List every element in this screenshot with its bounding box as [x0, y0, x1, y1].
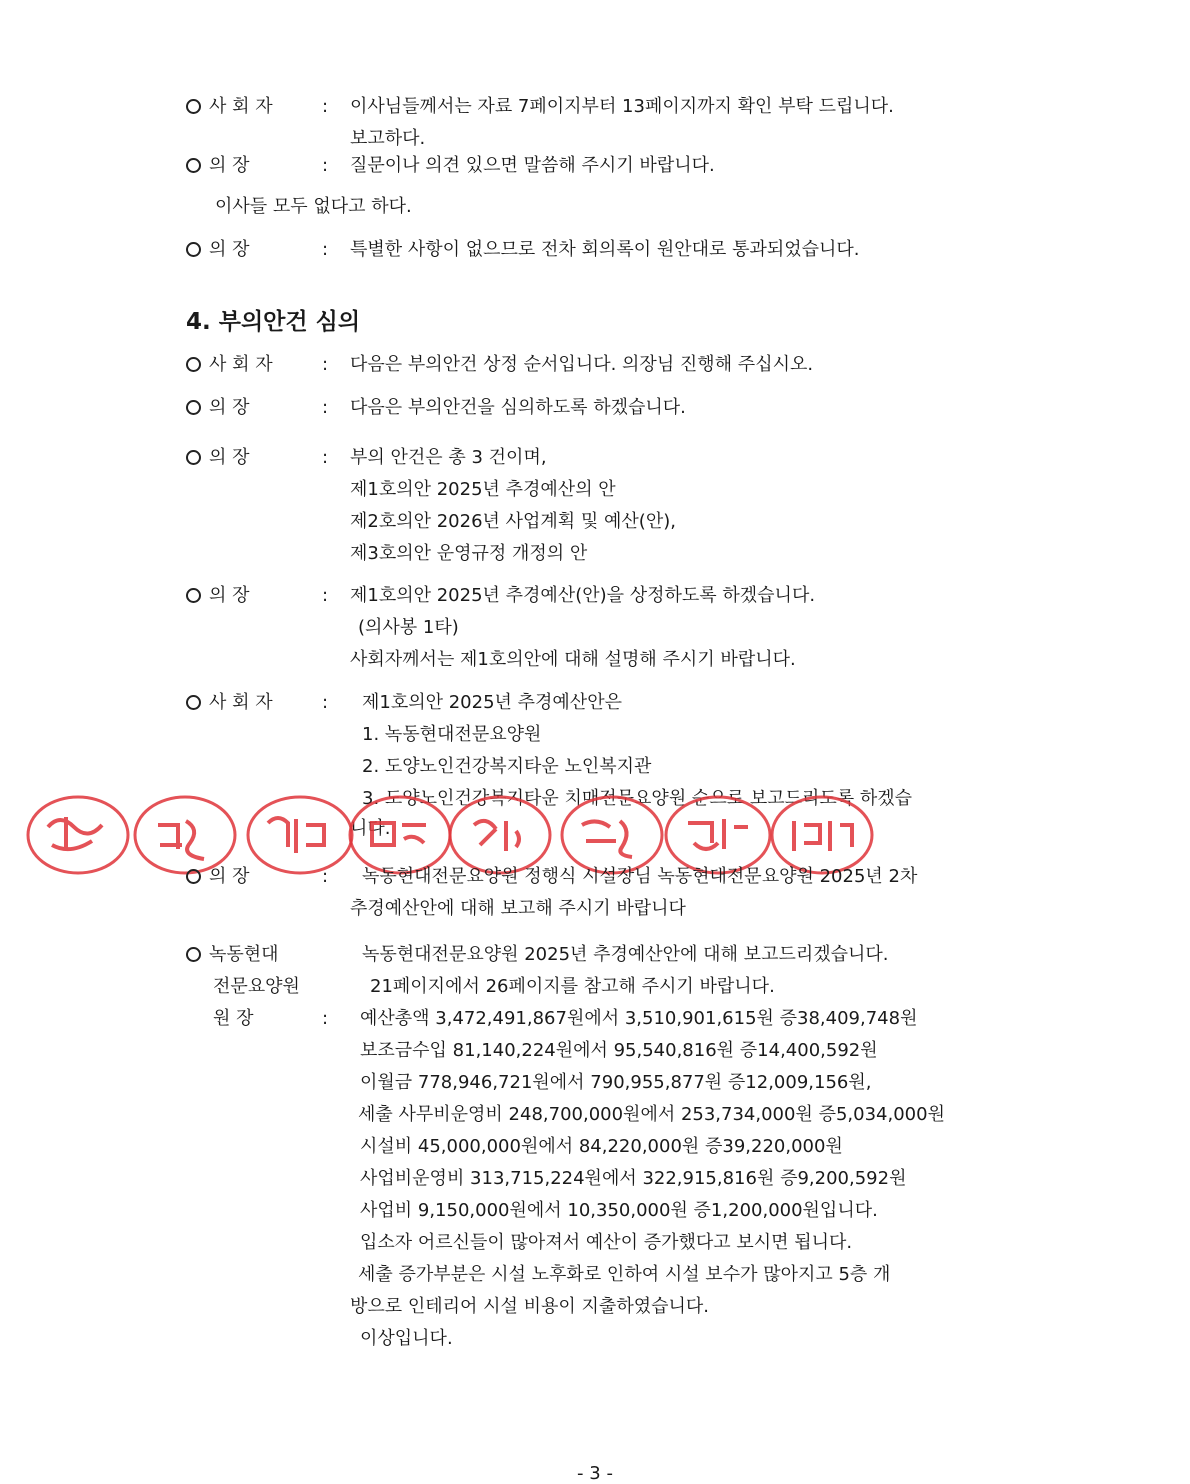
entry-line: 이상입니다.: [360, 1328, 453, 1349]
colon: :: [322, 239, 329, 260]
circle-bullet-icon: [186, 588, 201, 603]
seal-3: [248, 797, 352, 873]
colon: :: [322, 866, 329, 887]
page-number: - 3 -: [577, 1463, 613, 1484]
entry-line: 니다.: [350, 818, 391, 839]
colon: :: [322, 692, 329, 713]
entry-line: 사업비 9,150,000원에서 10,350,000원 증1,200,000원입니다.: [360, 1200, 878, 1221]
colon: :: [322, 397, 329, 418]
entry-line: 제1호의안 2025년 추경예산안은: [362, 692, 622, 713]
entry-line: 1. 녹동현대전문요양원: [362, 724, 542, 745]
entry-line: 사업비운영비 313,715,224원에서 322,915,816원 증9,200,592원: [360, 1168, 907, 1189]
speaker-chair: 의 장: [186, 584, 250, 608]
circle-bullet-icon: [186, 695, 201, 710]
speaker-moderator: 사 회 자: [186, 353, 273, 377]
colon: :: [322, 354, 329, 375]
entry-line: 다음은 부의안건을 심의하도록 하겠습니다.: [350, 397, 686, 418]
entry-line: 세출 사무비운영비 248,700,000원에서 253,734,000원 증5,034,000원: [358, 1104, 945, 1125]
entry-line: 예산총액 3,472,491,867원에서 3,510,901,615원 증38,409,748원: [360, 1008, 918, 1029]
entry-line: 21페이지에서 26페이지를 참고해 주시기 바랍니다.: [370, 976, 775, 997]
speaker-moderator: 사 회 자: [186, 691, 273, 715]
note-line: 이사들 모두 없다고 하다.: [215, 196, 412, 217]
entry-line: 3. 도양노인건강복지타운 치매전문요양원 순으로 보고드리도록 하겠습: [362, 788, 913, 809]
speaker-director: 녹동현대: [186, 943, 279, 967]
circle-bullet-icon: [186, 947, 201, 962]
colon: :: [322, 1008, 329, 1029]
circle-bullet-icon: [186, 400, 201, 415]
entry-line: 추경예산안에 대해 보고해 주시기 바랍니다: [350, 898, 686, 919]
section-heading: 4. 부의안건 심의: [186, 309, 361, 335]
circle-bullet-icon: [186, 99, 201, 114]
entry-line: 사회자께서는 제1호의안에 대해 설명해 주시기 바랍니다.: [350, 649, 796, 670]
colon: :: [322, 447, 329, 468]
circle-bullet-icon: [186, 869, 201, 884]
entry-line: 이사님들께서는 자료 7페이지부터 13페이지까지 확인 부탁 드립니다.: [350, 96, 894, 117]
speaker-chair: 의 장: [186, 154, 250, 178]
speaker-role-line: 원 장: [213, 1008, 254, 1029]
seal-2: [135, 797, 235, 873]
colon: :: [322, 155, 329, 176]
speaker-chair: 의 장: [186, 396, 250, 420]
speaker-role-line: 전문요양원: [213, 976, 300, 997]
entry-line: 부의 안건은 총 3 건이며,: [350, 447, 547, 468]
entry-line: 제3호의안 운영규정 개정의 안: [350, 543, 588, 564]
circle-bullet-icon: [186, 242, 201, 257]
entry-line: 질문이나 의견 있으면 말씀해 주시기 바랍니다.: [350, 155, 715, 176]
entry-line: (의사봉 1타): [358, 617, 459, 638]
entry-line: 시설비 45,000,000원에서 84,220,000원 증39,220,000원: [360, 1136, 843, 1157]
speaker-chair: 의 장: [186, 865, 250, 889]
entry-line: 제1호의안 2025년 추경예산(안)을 상정하도록 하겠습니다.: [350, 585, 816, 606]
entry-line: 방으로 인테리어 시설 비용이 지출하였습니다.: [350, 1296, 709, 1317]
entry-line: 입소자 어르신들이 많아져서 예산이 증가했다고 보시면 됩니다.: [360, 1232, 853, 1253]
colon: :: [322, 585, 329, 606]
colon: :: [322, 96, 329, 117]
speaker-chair: 의 장: [186, 446, 250, 470]
circle-bullet-icon: [186, 158, 201, 173]
entry-line: 다음은 부의안건 상정 순서입니다. 의장님 진행해 주십시오.: [350, 354, 814, 375]
entry-line: 제1호의안 2025년 추경예산의 안: [350, 479, 616, 500]
entry-line: 이월금 778,946,721원에서 790,955,877원 증12,009,156원,: [360, 1072, 872, 1093]
entry-line: 보고하다.: [350, 128, 426, 149]
circle-bullet-icon: [186, 357, 201, 372]
circle-bullet-icon: [186, 450, 201, 465]
entry-line: 제2호의안 2026년 사업계획 및 예산(안),: [350, 511, 676, 532]
entry-line: 특별한 사항이 없으므로 전차 회의록이 원안대로 통과되었습니다.: [350, 239, 860, 260]
entry-line: 보조금수입 81,140,224원에서 95,540,816원 증14,400,592원: [360, 1040, 878, 1061]
entry-line: 세출 증가부분은 시설 노후화로 인하여 시설 보수가 많아지고 5층 개: [358, 1264, 891, 1285]
speaker-moderator: 사 회 자: [186, 95, 273, 119]
entry-line: 녹동현대전문요양원 정행식 시설장님 녹동현대전문요양원 2025년 2차: [362, 866, 918, 887]
seal-1: [28, 797, 128, 873]
speaker-chair: 의 장: [186, 238, 250, 262]
entry-line: 녹동현대전문요양원 2025년 추경예산안에 대해 보고드리겠습니다.: [362, 944, 889, 965]
entry-line: 2. 도양노인건강복지타운 노인복지관: [362, 756, 652, 777]
